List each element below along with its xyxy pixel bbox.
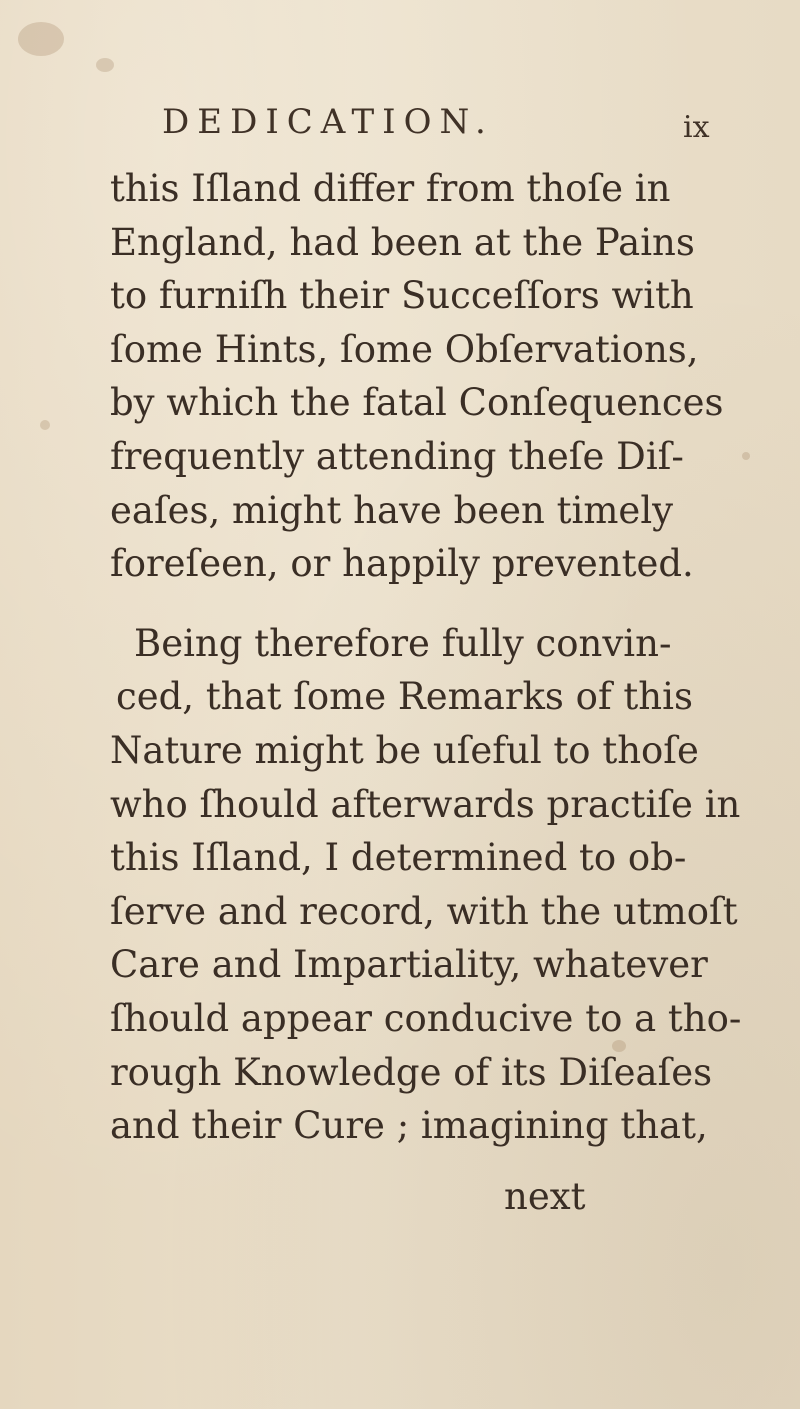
- text-line: this Iſland, I determined to ob-: [110, 836, 687, 880]
- text-line: foreſeen, or happily prevented.: [110, 542, 694, 586]
- text-line: who ſhould afterwards practiſe in: [110, 782, 741, 826]
- body-text: [110, 162, 742, 1153]
- text-line: rough Knowledge of its Diſeaſes: [110, 1050, 713, 1094]
- foxing-stain: [96, 58, 114, 72]
- text-line: Nature might be uſeful to thoſe: [110, 728, 699, 772]
- paragraph-gap: [110, 591, 670, 617]
- running-head: DEDICATION.: [162, 102, 494, 142]
- foxing-stain: [742, 452, 750, 460]
- page-number: ix: [683, 110, 710, 145]
- text-line: ced, that ſome Remarks of this: [116, 675, 693, 719]
- text-line: ſhould appear conducive to a tho-: [110, 996, 742, 1040]
- text-line: Being therefore fully convin-: [134, 621, 672, 665]
- text-line: Care and Impartiality, whatever: [110, 943, 708, 987]
- text-line: England, had been at the Pains: [110, 220, 695, 264]
- text-line: frequently attending theſe Diſ-: [110, 434, 684, 478]
- text-line: and their Cure ; imagining that,: [110, 1104, 708, 1148]
- text-line: eaſes, might have been timely: [110, 488, 674, 532]
- text-line: ſome Hints, ſome Obſervations,: [110, 327, 699, 371]
- text-line: to furniſh their Succeſſors with: [110, 274, 694, 318]
- catchword: next: [504, 1175, 586, 1218]
- text-line: this Iſland differ from thoſe in: [110, 167, 671, 210]
- foxing-stain: [40, 420, 50, 430]
- text-line: ſerve and record, with the utmoſt: [110, 889, 738, 933]
- foxing-stain: [18, 22, 64, 56]
- text-line: by which the fatal Conſequences: [110, 381, 724, 425]
